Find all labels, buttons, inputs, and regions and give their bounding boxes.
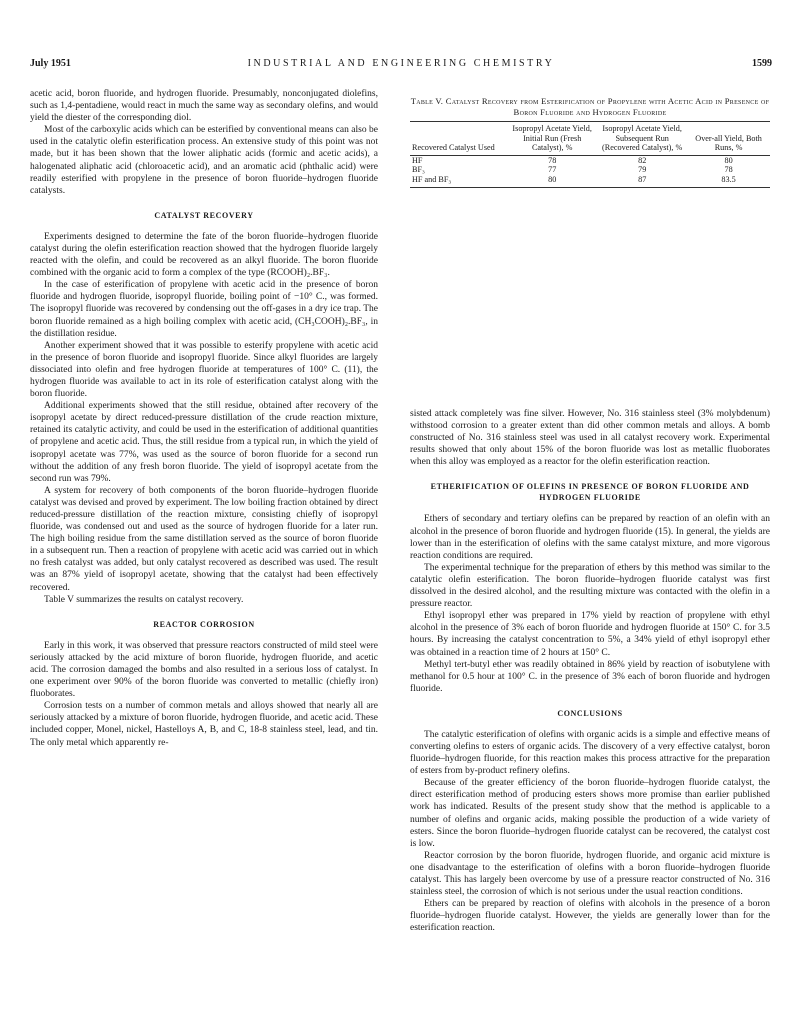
table-row (410, 155, 770, 165)
paragraph: Methyl tert-butyl ether was readily obtained in 86% yield by reaction of isobutylene with methanol for 0.5 hour at 100° C. in the presence of 3% each of boron fluoride and hydrogen fluoride. (410, 659, 770, 694)
paragraph: The catalytic esterification of olefins with organic acids is a simple and effective means of converting olefins to esters of organic acids. The discovery of a very effective catalyst, boron fluoride–hydrogen fluoride, for this reaction makes this process attractive for the preparation of esters from by-product refinery olefins. (410, 729, 770, 777)
page-number: 1599 (752, 58, 772, 69)
section-heading-etherification: ETHERIFICATION OF OLEFINS IN PRESENCE OF BORON FLUORIDE AND HYDROGEN FLUORIDE (430, 482, 750, 503)
table-caption (410, 96, 770, 118)
paragraph: Ethers can be prepared by reaction of olefins with alcohols in the presence of a boron fluoride–hydrogen fluoride catalyst. However, the yields are generally lower than for the esterification reaction. (410, 899, 770, 934)
paragraph: Experiments designed to determine the fate of the boron fluoride–hydrogen fluoride catalyst during the olefin esterification reaction showed that the hydrogen fluoride largely reacted with the olefin, and could be recovered as an alkyl fluoride. The boron fluoride combined with the organic acid to form a complex of the type (RCOOH)₂.BF₃. (30, 231, 378, 279)
table-row (410, 165, 770, 175)
section-heading-conclusions: CONCLUSIONS (557, 708, 623, 718)
table-top-rule (410, 121, 770, 122)
table-cell: BF₃ (412, 165, 425, 175)
paragraph: Another experiment showed that it was possible to esterify propylene with acetic acid in the presence of boron fluoride and isopropyl fluoride. Since alkyl fluorides are largely dissociated into olefin and free hydrogen fluoride at temperatures of 100° C. (11), the hydrogen fluoride was available to act in its role of esterification catalyst along with the boron fluoride. (30, 340, 378, 400)
paragraph: acetic acid, boron fluoride, and hydrogen fluoride. Presumably, nonconjugated diolefins, such as 1,4-pentadiene, would react in much the same way as secondary olefins, and would yield the diester of the corresponding diol. (30, 89, 378, 124)
table-v (410, 96, 770, 188)
table-cell: 82 (638, 155, 647, 165)
column-header: Over-all Yield, Both Runs, % (687, 124, 770, 155)
paragraph: Ethers of secondary and tertiary olefins can be prepared by reaction of an olefin with an alcohol in the presence of boron fluoride and hydrogen fluoride (15). In general, the yields are lower than in the esterification of olefins with the same catalyst mixture, and more vigorous reaction conditions are required. (410, 514, 770, 561)
table-label: Table V. (410, 96, 444, 106)
table-cell: HF (412, 155, 423, 165)
paragraph: Reactor corrosion by the boron fluoride, hydrogen fluoride, and organic acid mixture is one disadvantage to the esterification of olefins with a boron fluoride–hydrogen fluoride catalyst. This has largely been overcome by use of a pressure reactor constructed of No. 316 stainless steel, the corrosion of which is not serious under the usual reaction conditions. (410, 850, 770, 898)
table-cell: 83.5 (687, 175, 770, 187)
running-header (30, 58, 772, 74)
table-title: Catalyst Recovery from Esterification of Propylene with Acetic Acid in Presence of Boron Fluoride and Hydrogen Fluoride (445, 96, 770, 117)
table-cell: HF and BF₃ (410, 175, 507, 187)
table-cell: 79 (638, 165, 647, 175)
paragraph: Early in this work, it was observed that pressure reactors constructed of mild steel were seriously attacked by the acid mixture of boron fluoride, hydrogen fluoride, and acetic acid. The corrosion damaged the bombs and also resulted in a serious loss of catalyst. In one experiment over 90% of the boron fluoride was converted to metallic (chiefly iron) fluoborates. (30, 640, 378, 700)
table-cell: 80 (507, 175, 597, 187)
paragraph: Table V summarizes the results on catalyst recovery. (44, 594, 244, 605)
table-header-row (410, 124, 770, 155)
table-cell: 78 (724, 165, 733, 175)
paragraph: Corrosion tests on a number of common metals and alloys showed that nearly all are seriously attacked by a mixture of boron fluoride, hydrogen fluoride, and acetic acid. These included copper, Monel, nickel, Hastelloys A, B, and C, 18-8 stainless steel, lead, and tin. The only metal which apparently re- (30, 701, 378, 748)
paragraph: A system for recovery of both components of the boron fluoride–hydrogen fluoride catalyst was devised and proved by experiment. The low boiling fraction obtained by direct reduced-pressure distillation of the reaction mixture, consisting chiefly of isopropyl fluoride, was condensed out and used as the source of hydrogen fluoride for a later run. The high boiling residue from the same distillation served as the source of boron fluoride in a subsequent run. Then a reaction of propylene with acetic acid was carried out in which no fresh catalyst was added, but only catalyst recovered as described was used. The result was an 87% yield of isopropyl acetate, showing that the catalyst had been effectively recovered. (30, 485, 378, 593)
section-heading-reactor-corrosion: REACTOR CORROSION (153, 619, 255, 629)
paragraph: The experimental technique for the preparation of ethers by this method was similar to the catalytic olefin esterification. The boron fluoride–hydrogen fluoride catalyst was first dissolved in the desired alcohol, and the resulting mixture was contacted with the olefin in a pressure reactor. (410, 562, 770, 610)
table-cell: 77 (548, 165, 557, 175)
paragraph: sisted attack completely was fine silver. However, No. 316 stainless steel (3% molybdenum) withstood corrosion to a greater extent than did other common metals and alloys. A bomb constructed of No. 316 stainless steel was used in all catalyst recovery work. Experimental results showed that only about 15% of the boron fluoride was lost as metallic fluoborates when this alloy was employed as a reactor for the olefin esterification reaction. (410, 409, 770, 468)
column-header: Isopropyl Acetate Yield, Subsequent Run (Recovered Catalyst), % (597, 124, 687, 155)
paragraph: In the case of esterification of propylene with acetic acid in the presence of boron fluoride and hydrogen fluoride, isopropyl fluoride, boiling point of −10° C., was formed. The isopropyl fluoride was recovered by condensing out the off-gases in a dry ice trap. The boron fluoride remained as a high boiling complex with acetic acid, (CH₃COOH)₂.BF₃, in the distillation residue. (30, 280, 378, 339)
issue-date: July 1951 (30, 58, 71, 69)
column-header: Isopropyl Acetate Yield, Initial Run (Fresh Catalyst), % (507, 124, 597, 155)
left-column (30, 88, 378, 749)
table-row (410, 175, 770, 187)
table-cell: 87 (597, 175, 687, 187)
section-heading-catalyst-recovery: CATALYST RECOVERY (154, 210, 254, 220)
paragraph: Because of the greater efficiency of the boron fluoride–hydrogen fluoride catalyst, the direct esterification method of producing esters shows more promise than earlier published work has indicated. Results of the present study show that the method is applicable to a number of olefins and organic acids, making possible the production of a wide variety of esters. Since the boron fluoride–hydrogen fluoride catalyst can be recovered, the catalyst cost is low. (410, 778, 770, 849)
data-table (410, 124, 770, 188)
paragraph: Ethyl isopropyl ether was prepared in 17% yield by reaction of propylene with ethyl alcohol in the presence of 3% each of boron fluoride and hydrogen fluoride at 150° C. for 3.5 hours. By increasing the catalyst concentration to 5%, a 34% yield of ethyl isopropyl ether was obtained in a reaction time of 2 hours at 150° C. (410, 611, 770, 658)
journal-title: INDUSTRIAL AND ENGINEERING CHEMISTRY (247, 58, 555, 69)
table-cell: 80 (724, 155, 733, 165)
column-header: Recovered Catalyst Used (410, 124, 507, 155)
paragraph: Most of the carboxylic acids which can be esterified by conventional means can also be used in the catalytic olefin esterification process. An extensive study of this point was not made, but it has been shown that the lower aliphatic acids (formic and acetic acids), a halogenated aliphatic acid (chloroacetic acid), and an aromatic acid (phthalic acid) were readily esterified with propylene in the presence of boron fluoride–hydrogen fluoride catalysts. (30, 125, 378, 196)
right-column (410, 408, 770, 934)
paragraph: Additional experiments showed that the still residue, obtained after recovery of the isopropyl acetate by direct reduced-pressure distillation of the crude reaction mixture, retained its catalytic activity, and could be used in the esterification of additional quantities of propylene and acetic acid. Thus, the still residue from a typical run, in which the yield of isopropyl acetate was 77%, was used as the source of boron fluoride for a second run without the addition of any fresh boron fluoride. The yield of isopropyl acetate from the second run was 79%. (30, 401, 378, 484)
table-cell: 78 (548, 155, 557, 165)
